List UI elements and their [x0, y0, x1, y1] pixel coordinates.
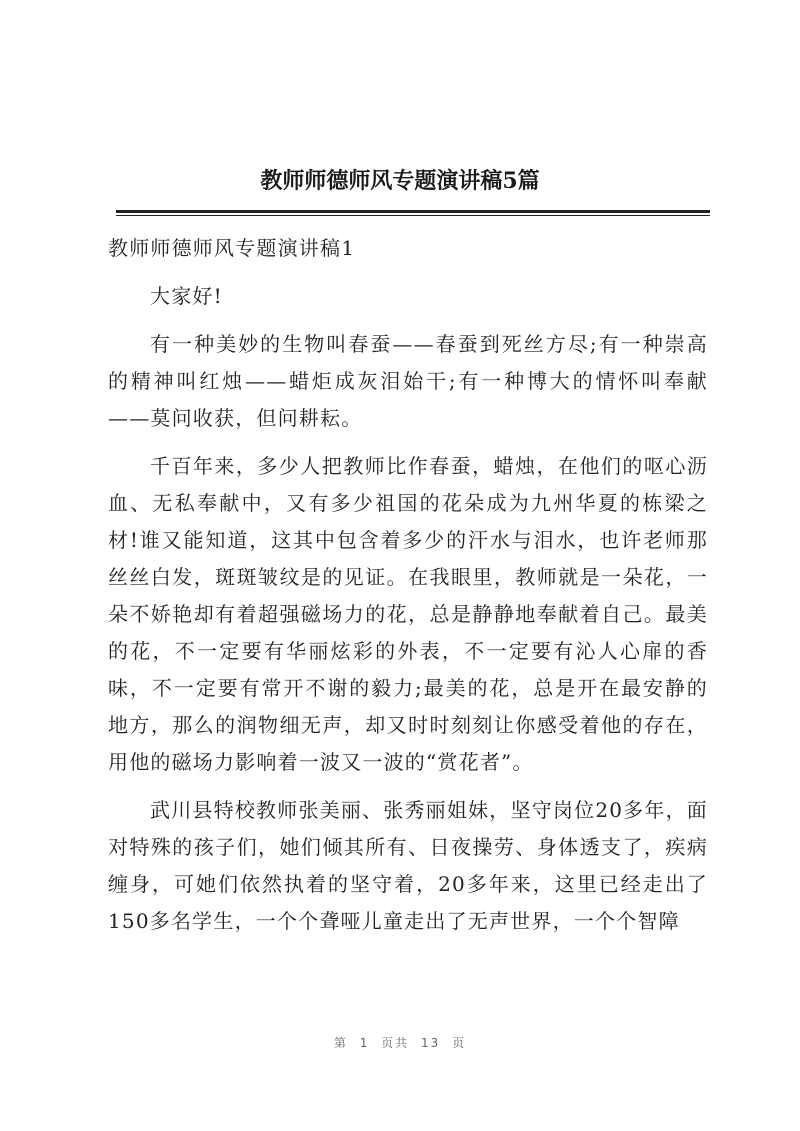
page-footer: 第 1 页共 13 页: [333, 1036, 467, 1050]
document-title: 教师师德师风专题演讲稿5篇: [260, 168, 540, 194]
title-rule-thick: [116, 210, 710, 213]
paragraph-greeting: 大家好!: [150, 284, 223, 308]
paragraph: 有一种美妙的生物叫春蚕——春蚕到死丝方尽;有一种崇高的精神叫红烛——蜡炬成灰泪始干;有一种博大的情怀叫奉献——莫问收获，但问耕耘。: [108, 332, 708, 430]
title-rule-thin: [116, 215, 710, 216]
section-heading: 教师师德师风专题演讲稿1: [108, 236, 356, 260]
paragraph: 武川县特校教师张美丽、张秀丽姐妹，坚守岗位20多年，面对特殊的孩子们，她们倾其所有、日夜操劳、身体透支了，疾病缠身，可她们依然执着的坚守着，20多年来，这里已经走出了150多名学生，一个个聋哑儿童走出了无声世界，一个个智障: [108, 798, 708, 933]
document-body: [108, 230, 708, 940]
paragraph: 千百年来，多少人把教师比作春蚕，蜡烛，在他们的呕心沥血、无私奉献中，又有多少祖国的花朵成为九州华夏的栋梁之材!谁又能知道，这其中包含着多少的汗水与泪水，也许老师那丝丝白发，斑斑皱纹是的见证。在我眼里，教师就是一朵花，一朵不娇艳却有着超强磁场力的花，总是静静地奉献着自己。最美的花，不一定要有华丽炫彩的外表，不一定要有沁人心扉的香味，不一定要有常开不谢的毅力;最美的花，总是开在最安静的地方，那么的润物细无声，却又时时刻刻让你感受着他的存在，用他的磁场力影响着一波又一波的“赏花者”。: [108, 454, 708, 774]
